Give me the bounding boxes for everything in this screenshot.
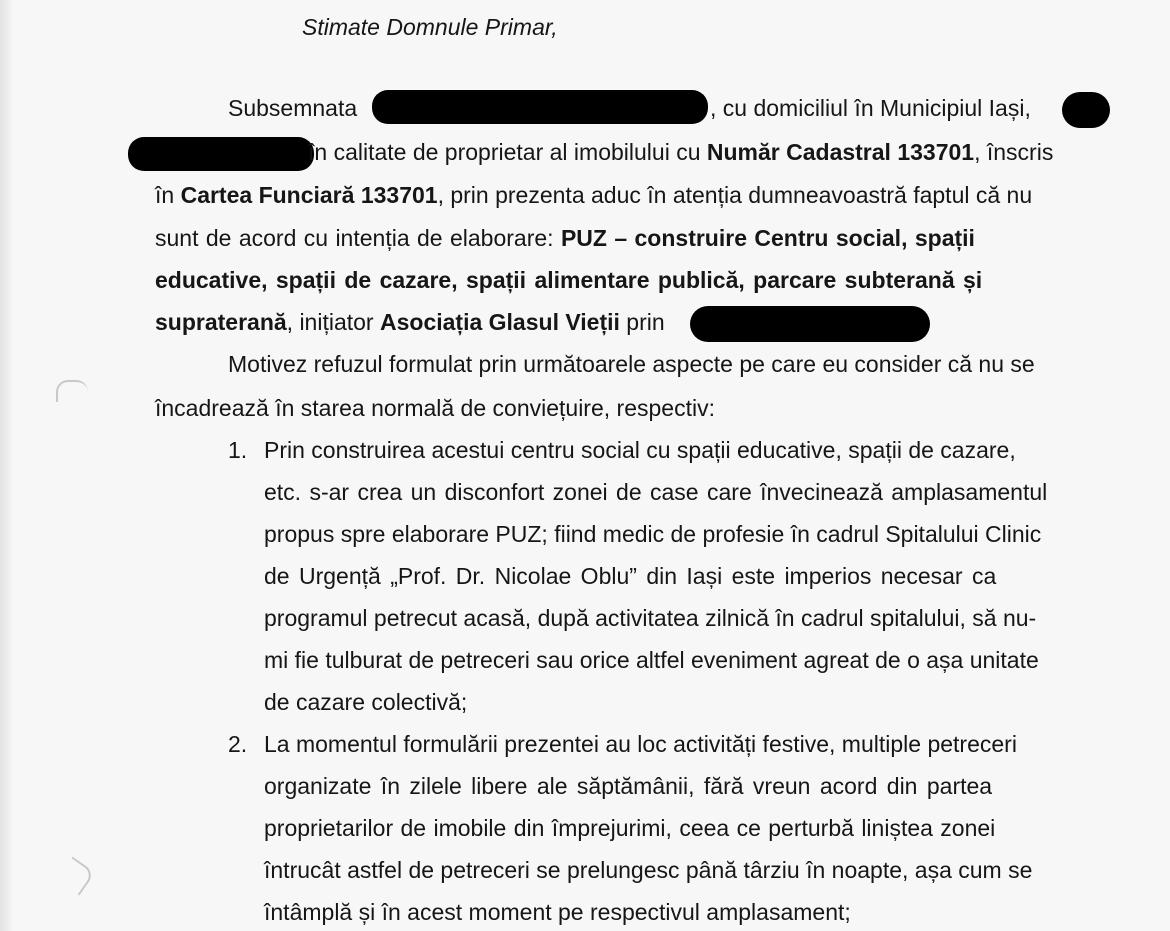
- cadastral-number: Număr Cadastral 133701: [706, 139, 975, 165]
- paragraph-1-line-2: [308, 137, 1053, 167]
- list-item-1-line-5: programul petrecut acasă, după activitatea zilnică în cadrul spitalului, să nu-: [264, 605, 1037, 631]
- text-segment: în calitate de proprietar al imobilului cu: [308, 139, 707, 165]
- redacted-name: [372, 90, 708, 124]
- text-segment: în: [155, 182, 181, 208]
- text-segment: prin: [619, 309, 665, 335]
- list-item-2-line-1: La momentul formulării prezentei au loc activități festive, multiple petreceri: [264, 731, 1017, 757]
- redacted-representative: [690, 306, 930, 342]
- list-item-2-number: 2.: [228, 731, 248, 757]
- list-item-1-number: 1.: [228, 437, 248, 463]
- list-item-1-line-2: etc. s-ar crea un disconfort zonei de case care învecinează amplasamentul: [264, 479, 1048, 505]
- text-segment: , inițiator: [286, 309, 380, 335]
- punch-hole-mark-icon: [57, 857, 96, 896]
- list-item-1-line-1: Prin construirea acestui centru social cu spații educative, spații de cazare,: [264, 437, 1016, 463]
- list-item-2-line-3: proprietarilor de imobile din împrejurimi, ceea ce perturbă liniștea zonei: [264, 815, 996, 841]
- list-item-2-line-5: întâmplă și în acest moment pe respectivul amplasament;: [264, 899, 851, 925]
- list-item-2-line-4: întrucât astfel de petreceri se prelungesc până târziu în noapte, așa cum se: [264, 857, 1033, 883]
- paragraph-1-line-3: [155, 180, 1032, 210]
- paragraph-2-line-2: încadrează în starea normală de conviețuire, respectiv:: [155, 395, 715, 421]
- list-item-2-line-2: organizate în zilele libere ale săptămânii, fără vreun acord din partea: [264, 773, 993, 799]
- list-item-1-line-3: propus spre elaborare PUZ; fiind medic de profesie în cadrul Spitalului Clinic: [264, 521, 1042, 547]
- text-subsemnata: Subsemnata: [228, 95, 358, 121]
- paragraph-1-line-1a: [228, 93, 357, 123]
- list-item-1-line-4: de Urgență „Prof. Dr. Nicolae Oblu” din Iași este imperios necesar ca: [264, 563, 997, 589]
- list-item-1-line-6: mi fie tulburat de petreceri sau orice altfel eveniment agreat de o așa unitate: [264, 647, 1039, 673]
- text-segment: sunt de acord cu intenția de elaborare:: [155, 225, 561, 251]
- puz-title-end: supraterană: [155, 309, 287, 335]
- paragraph-2-line-1: Motivez refuzul formulat prin următoarele aspecte pe care eu consider că nu se: [228, 351, 1035, 377]
- text-segment: , prin prezenta aduc în atenția dumneavoastră faptul că nu: [437, 182, 1033, 208]
- salutation: Stimate Domnule Primar,: [302, 14, 558, 40]
- text-segment: , înscris: [974, 139, 1054, 165]
- paragraph-1-line-5: educative, spații de cazare, spații alimentare publică, parcare subterană și: [155, 267, 983, 293]
- punch-hole-mark-icon: [56, 380, 88, 402]
- paragraph-1-line-1b: , cu domiciliul în Municipiul Iași,: [710, 95, 1031, 121]
- land-registry-number: Cartea Funciară 133701: [180, 182, 438, 208]
- paragraph-1-line-6: [155, 307, 665, 337]
- redacted-address-part-2: [128, 137, 314, 171]
- list-item-1-line-7: de cazare colectivă;: [264, 689, 468, 715]
- redacted-address-part-1: [1062, 92, 1110, 128]
- puz-title-start: PUZ – construire Centru social, spații: [560, 225, 975, 251]
- paragraph-1-line-4: [155, 223, 975, 253]
- initiator-name: Asociația Glasul Vieții: [380, 309, 620, 335]
